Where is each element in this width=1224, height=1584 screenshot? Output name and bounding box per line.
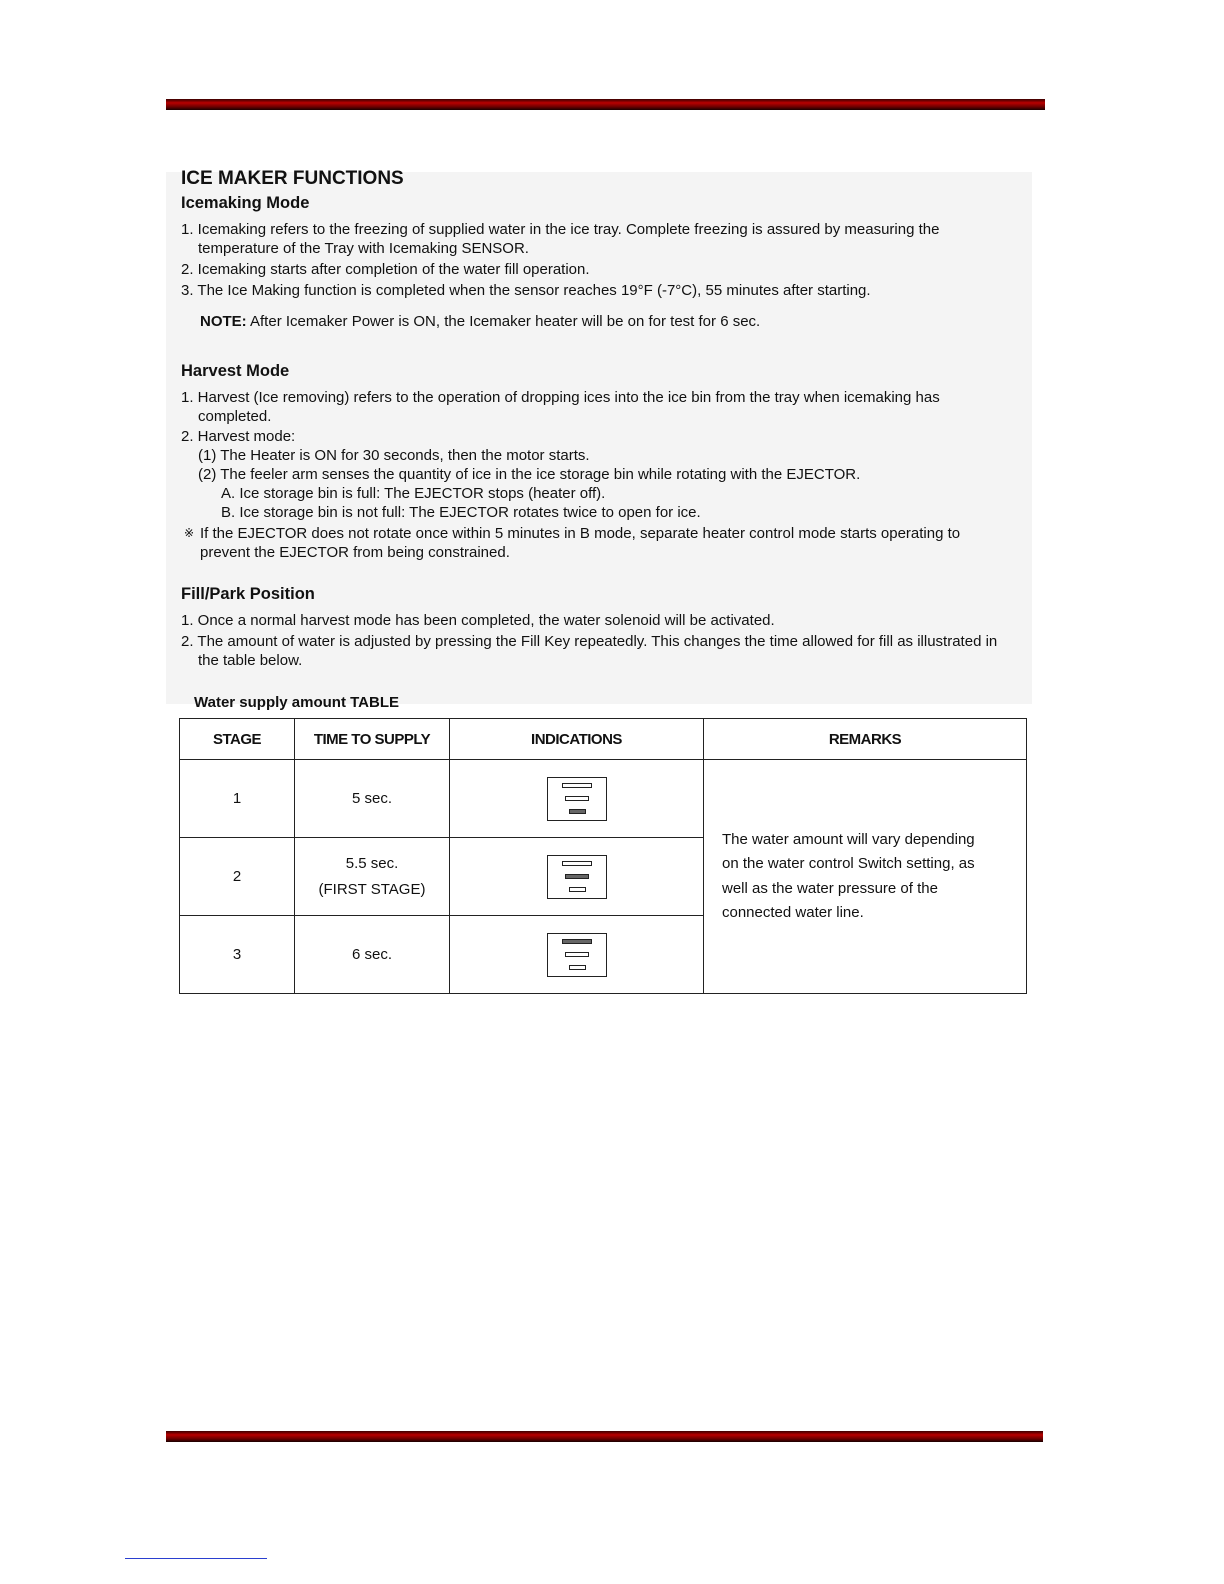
icemaking-heading: Icemaking Mode [181,194,310,212]
icemaking-item-1: 1. Icemaking refers to the freezing of supplied water in the ice tray. Complete freezing is assured by measuring the [181,221,940,238]
col-indications: INDICATIONS [450,719,704,760]
remarks-line: connected water line. [722,904,864,921]
remarks-line: on the water control Switch setting, as [722,855,975,872]
harvest-item-2: 2. Harvest mode: [181,428,296,445]
indicator-stage-3-icon [547,933,607,977]
icemaking-note [200,312,760,331]
harvest-heading: Harvest Mode [181,362,290,380]
indicator-stage-1-icon [547,777,607,821]
note-label: NOTE: [200,313,247,330]
harvest-item-1: 1. Harvest (Ice removing) refers to the operation of dropping ices into the ice bin from the tray when icemaking has [181,389,940,406]
col-remarks: REMARKS [704,719,1027,760]
time-cell [295,916,450,994]
stage-cell: 3 [180,916,295,994]
harvest-note: If the EJECTOR does not rotate once within 5 minutes in B mode, separate heater control mode starts operating to [200,525,961,542]
indication-cell [450,916,704,994]
table-caption: Water supply amount TABLE [194,694,400,711]
indication-cell [450,838,704,916]
time-value: 5 sec. [351,790,393,807]
col-stage: STAGE [180,719,295,760]
fill-heading: Fill/Park Position [181,585,315,603]
water-supply-table [179,718,1027,994]
harvest-note-cont: prevent the EJECTOR from being constrained. [200,544,510,561]
remarks-line: The water amount will vary depending [722,830,975,848]
stage-cell: 2 [180,838,295,916]
icemaking-item-1-cont: temperature of the Tray with Icemaking SENSOR. [198,240,529,257]
note-text: After Icemaker Power is ON, the Icemaker heater will be on for test for 6 sec. [246,313,761,330]
icemaking-item-2: 2. Icemaking starts after completion of the water fill operation. [181,261,590,278]
remarks-line: well as the water pressure of the [722,879,938,897]
footer-link-underline [125,1558,267,1559]
indication-cell [450,760,704,838]
stage-cell: 1 [180,760,295,838]
table-header-row [180,719,1027,760]
header-rule [166,99,1045,110]
time-value: 6 sec. [351,946,393,963]
time-value: 5.5 sec. [345,854,399,872]
fill-item-2: 2. The amount of water is adjusted by pressing the Fill Key repeatedly. This changes the time allowed for fill as illustrated in [181,633,998,650]
icemaking-item-3: 3. The Ice Making function is completed when the sensor reaches 19°F (-7°C), 55 minutes after starting. [181,282,871,299]
remarks-cell [704,760,1027,994]
harvest-sub-2: (2) The feeler arm senses the quantity of ice in the ice storage bin while rotating with the EJECTOR. [198,466,861,483]
table-row [180,760,1027,838]
col-time: TIME TO SUPPLY [295,719,450,760]
fill-item-1: 1. Once a normal harvest mode has been completed, the water solenoid will be activated. [181,612,775,629]
harvest-item-1-cont: completed. [198,408,272,425]
fill-item-2-cont: the table below. [198,652,303,669]
harvest-sub-a: A. Ice storage bin is full: The EJECTOR stops (heater off). [221,485,606,502]
reference-mark-icon: ※ [184,526,195,540]
time-cell [295,760,450,838]
page-title: ICE MAKER FUNCTIONS [181,168,404,189]
indicator-stage-2-icon [547,855,607,899]
time-cell [295,838,450,916]
harvest-sub-b: B. Ice storage bin is not full: The EJECTOR rotates twice to open for ice. [221,504,701,521]
harvest-sub-1: (1) The Heater is ON for 30 seconds, then the motor starts. [198,447,590,464]
time-sub: (FIRST STAGE) [318,880,426,898]
footer-rule [166,1431,1043,1442]
